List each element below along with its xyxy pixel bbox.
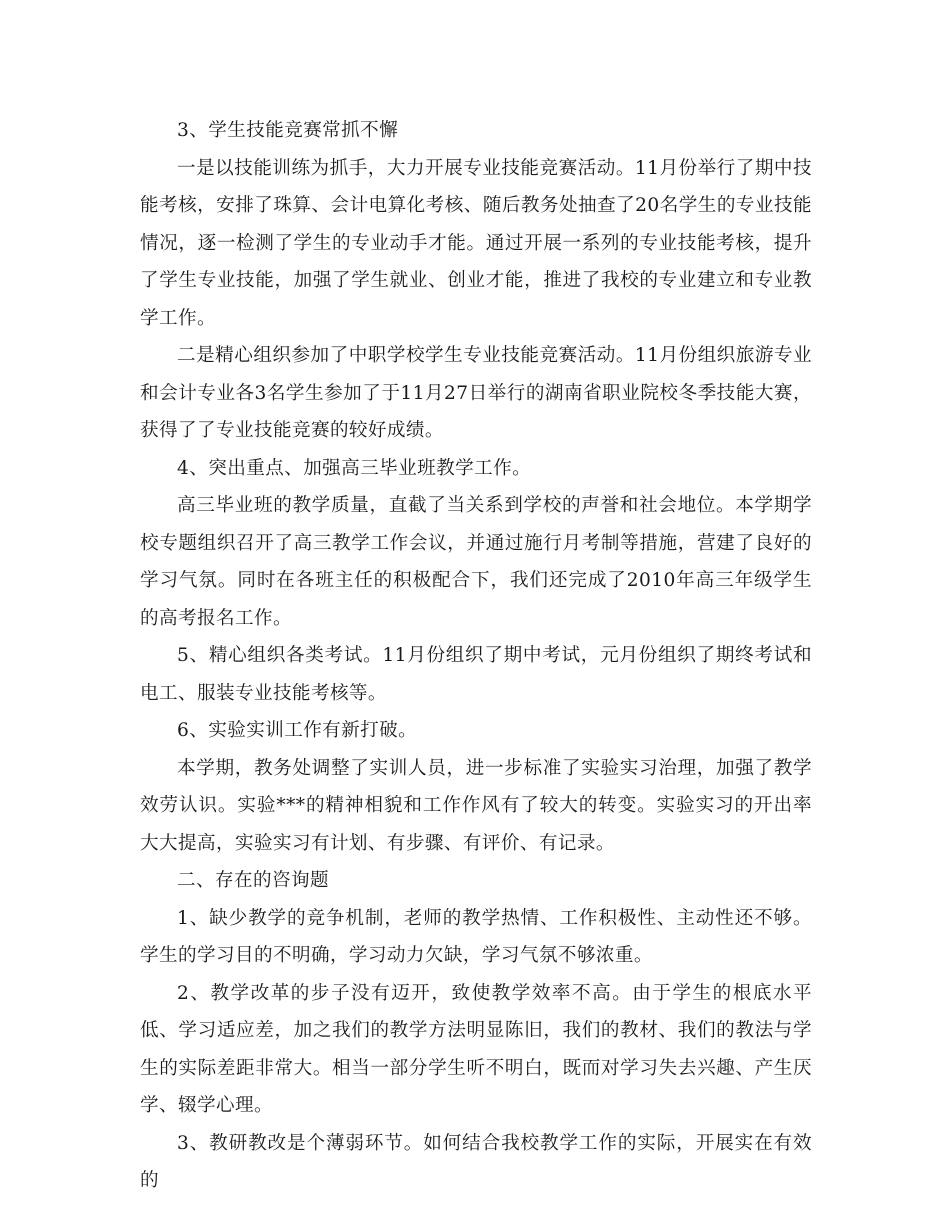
heading-lab-training: 6、实验实训工作有新打破。 bbox=[177, 720, 418, 741]
paragraph-senior-class: 高三毕业班的教学质量，直截了当关系到学校的声誉和社会地位。本学期学校专题组织召开了高三教学工作会议，并通过施行月考制等措施，营建了良好的学习气氛。同时在各班主任的积极配合下，我们还完成了2010年高三年级学生的高考报名工作。 bbox=[140, 495, 812, 629]
paragraph-skill-training: 一是以技能训练为抓手，大力开展专业技能竞赛活动。11月份举行了期中技能考核，安排了珠算、会计电算化考核、随后教务处抽查了20名学生的专业技能情况，逐一检测了学生的专业动手才能。通过开展一系列的专业技能考核，提升了学生专业技能，加强了学生就业、创业才能，推进了我校的专业建立和专业教学工作。 bbox=[140, 157, 812, 329]
paragraph-problem-1: 1、缺少教学的竞争机制，老师的教学热情、工作积极性、主动性还不够。学生的学习目的不明确，学习动力欠缺，学习气氛不够浓重。 bbox=[140, 907, 812, 966]
paragraph-problem-2: 2、教学改革的步子没有迈开，致使教学效率不高。由于学生的根底水平低、学习适应差，加之我们的教学方法明显陈旧，我们的教材、我们的教法与学生的实际差距非常大。相当一部分学生听不明白，既而对学习失去兴趣、产生厌学、辍学心理。 bbox=[140, 982, 812, 1116]
paragraph-lab-training: 本学期，教务处调整了实训人员，进一步标准了实验实习治理，加强了教学效劳认识。实验***的精神相貌和工作作风有了较大的转变。实验实习的开出率大大提高，实验实习有计划、有步骤、有评价、有记录。 bbox=[140, 757, 812, 854]
paragraph-exams: 5、精心组织各类考试。11月份组织了期中考试，元月份组织了期终考试和电工、服装专业技能考核等。 bbox=[140, 645, 812, 704]
heading-problems: 二、存在的咨询题 bbox=[177, 870, 329, 891]
paragraph-competition-participation: 二是精心组织参加了中职学校学生专业技能竞赛活动。11月份组织旅游专业和会计专业各3名学生参加了于11月27日举行的湖南省职业院校冬季技能大赛，获得了了专业技能竞赛的较好成绩。 bbox=[140, 345, 812, 441]
heading-senior-class: 4、突出重点、加强高三毕业班教学工作。 bbox=[177, 457, 532, 479]
heading-skill-competition: 3、学生技能竞赛常抓不懈 bbox=[177, 120, 399, 141]
document-body bbox=[140, 112, 812, 1200]
paragraph-problem-3: 3、教研教改是个薄弱环节。如何结合我校教学工作的实际，开展实在有效的 bbox=[140, 1132, 812, 1191]
